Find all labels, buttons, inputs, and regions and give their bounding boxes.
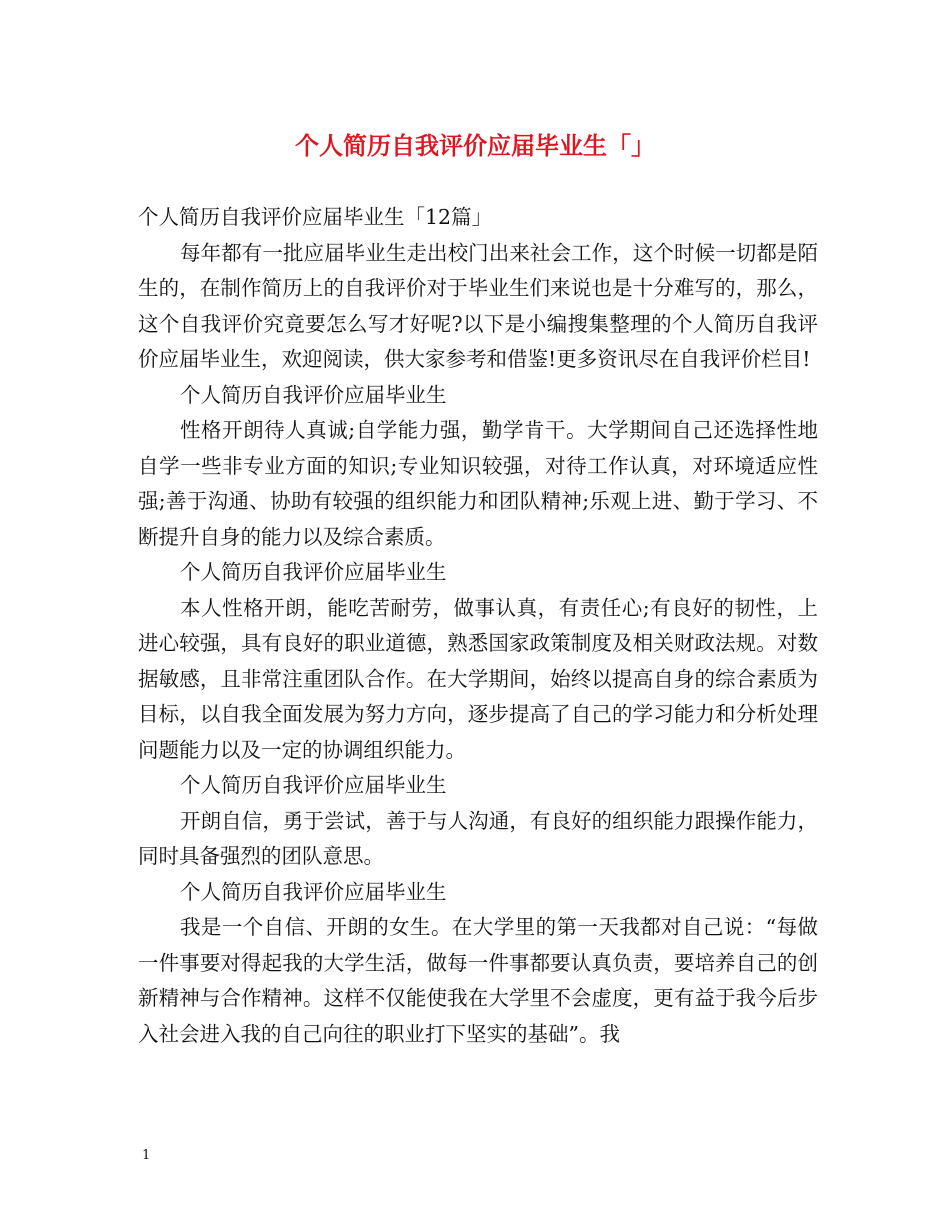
paragraph: 每年都有一批应届毕业生走出校门出来社会工作，这个时候一切都是陌生的，在制作简历上的自我评价对于毕业生们来说也是十分难写的，那么，这个自我评价究竟要怎么写才好呢?以下是小编搜集整理的个人简历自我评价应届毕业生，欢迎阅读，供大家参考和借鉴!更多资讯尽在自我评价栏目! <box>138 240 818 371</box>
section-heading: 个人简历自我评价应届毕业生 <box>180 773 447 797</box>
section-heading: 个人简历自我评价应届毕业生 <box>180 382 447 407</box>
paragraph: 个人简历自我评价应届毕业生「12篇」 <box>138 205 493 229</box>
paragraph: 本人性格开朗，能吃苦耐劳，做事认真，有责任心;有良好的韧性，上进心较强，具有良好的职业道德，熟悉国家政策制度及相关财政法规。对数据敏感，且非常注重团队合作。在大学期间，始终以提高自身的综合素质为目标，以自我全面发展为努力方向，逐步提高了自己的学习能力和分析处理问题能力以及一定的协调组织能力。 <box>138 595 818 762</box>
section-heading: 个人简历自我评价应届毕业生 <box>180 560 447 584</box>
paragraph: 我是一个自信、开朗的女生。在大学里的第一天我都对自己说：“每做一件事要对得起我的大学生活，做每一件事都要认真负责，要培养自己的创新精神与合作精神。这样不仅能使我在大学里不会虚度，更有益于我今后步入社会进入我的自己向往的职业打下坚实的基础”。我 <box>138 915 818 1046</box>
paragraph: 性格开朗待人真诚;自学能力强，勤学肯干。大学期间自己还选择性地自学一些非专业方面的知识;专业知识较强，对待工作认真，对环境适应性强;善于沟通、协助有较强的组织能力和团队精神;乐观上进、勤于学习、不断提升自身的能力以及综合素质。 <box>138 418 818 549</box>
document-body <box>138 200 818 1052</box>
page-number: 1 <box>142 1148 151 1163</box>
page-title: 个人简历自我评价应届毕业生「」 <box>295 132 655 160</box>
section-heading: 个人简历自我评价应届毕业生 <box>180 879 447 904</box>
paragraph: 开朗自信，勇于尝试，善于与人沟通，有良好的组织能力跟操作能力，同时具备强烈的团队意思。 <box>138 808 818 868</box>
